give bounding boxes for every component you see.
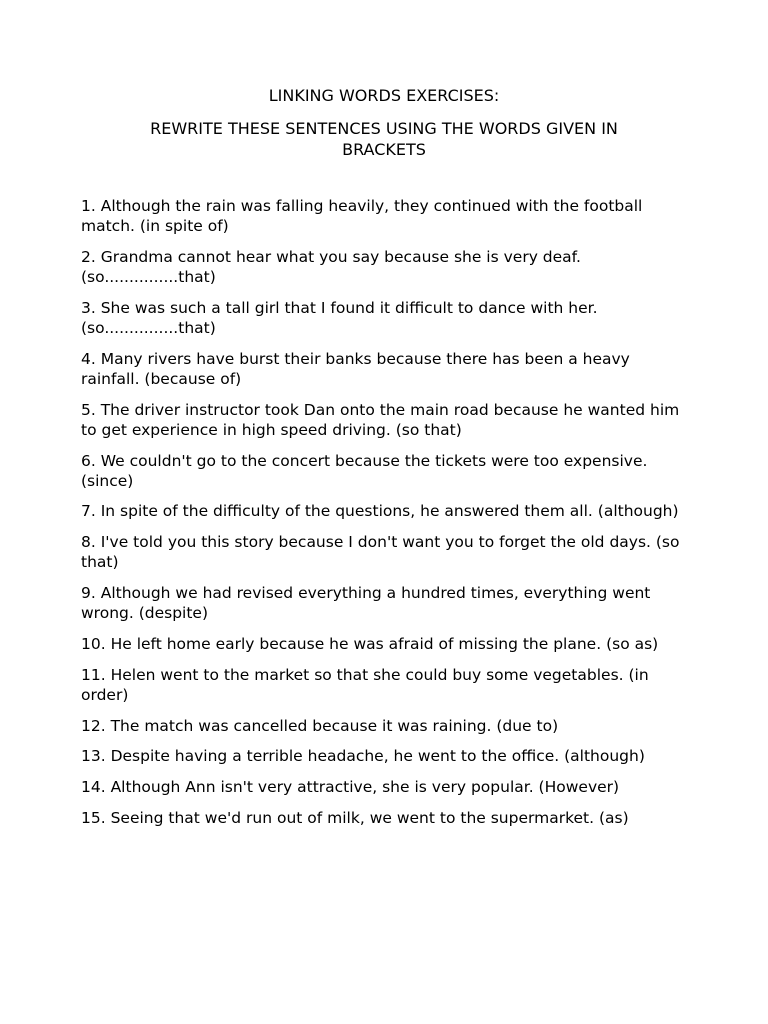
exercise-item: 7. In spite of the difficulty of the questions, he answered them all. (although): [81, 502, 679, 521]
exercise-item: 12. The match was cancelled because it was raining. (due to): [81, 716, 559, 735]
exercise-item: 5. The driver instructor took Dan onto the main road because he wanted him to get experience in high speed driving. (so that): [81, 400, 680, 439]
document-subtitle: REWRITE THESE SENTENCES USING THE WORDS GIVEN IN BRACKETS: [150, 119, 618, 159]
exercise-item: 6. We couldn't go to the concert because the tickets were too expensive. (since): [81, 451, 648, 490]
exercise-list: [81, 196, 681, 838]
exercise-item: 15. Seeing that we'd run out of milk, we went to the supermarket. (as): [81, 808, 629, 827]
exercise-item: 14. Although Ann isn't very attractive, she is very popular. (However): [81, 777, 620, 796]
exercise-item: 4. Many rivers have burst their banks because there has been a heavy rainfall. (because of): [81, 349, 630, 388]
exercise-item: 1. Although the rain was falling heavily, they continued with the football match. (in spite of): [81, 197, 643, 236]
document-title: LINKING WORDS EXERCISES:: [268, 86, 500, 105]
exercise-item: 11. Helen went to the market so that she could buy some vegetables. (in order): [81, 665, 649, 704]
exercise-item: 13. Despite having a terrible headache, he went to the office. (although): [81, 747, 645, 766]
exercise-item: 3. She was such a tall girl that I found it difficult to dance with her. (so...............that): [81, 298, 598, 338]
exercise-item: 10. He left home early because he was afraid of missing the plane. (so as): [81, 634, 659, 653]
exercise-item: 2. Grandma cannot hear what you say because she is very deaf. (so...............that): [81, 247, 581, 287]
exercise-item: 9. Although we had revised everything a hundred times, everything went wrong. (despite): [81, 584, 651, 623]
exercise-item: 8. I've told you this story because I don't want you to forget the old days. (so that): [81, 533, 680, 572]
